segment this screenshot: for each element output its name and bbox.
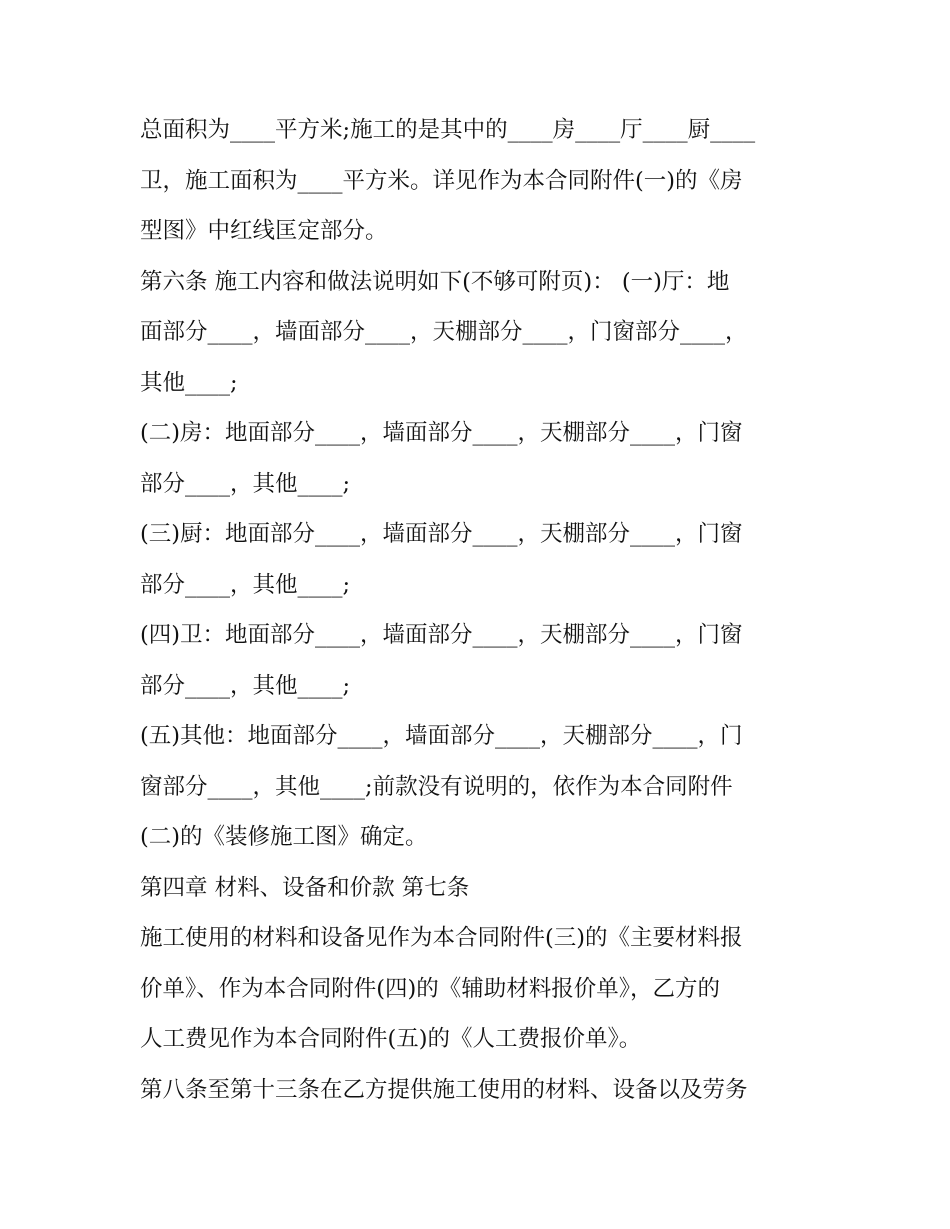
text-line: 价单》、作为本合同附件(四)的《辅助材料报价单》，乙方的	[140, 975, 721, 1002]
text-line: 部分____，其他____;	[140, 571, 351, 598]
text-line: 第八条至第十三条在乙方提供施工使用的材料、设备以及劳务	[140, 1076, 748, 1103]
text-line: 施工使用的材料和设备见作为本合同附件(三)的《主要材料报	[140, 925, 743, 951]
text-line: 型图》中红线匡定部分。	[140, 218, 388, 244]
text-line: 部分____，其他____;	[140, 672, 351, 699]
text-line: 部分____，其他____;	[140, 470, 351, 497]
chapter-4-heading-line: 第四章 材料、设备和价款 第七条	[140, 874, 470, 901]
text-line: 卫，施工面积为____平方米。详见作为本合同附件(一)的《房	[140, 167, 743, 194]
text-line: (五)其他：地面部分____，墙面部分____，天棚部分____，门	[140, 723, 743, 749]
text-line: 面部分____，墙面部分____，天棚部分____，门窗部分____，	[140, 319, 748, 345]
text-line: 窗部分____，其他____;前款没有说明的，依作为本合同附件	[140, 773, 733, 800]
document-body	[140, 105, 820, 1115]
text-line: (四)卫：地面部分____，墙面部分____，天棚部分____，门窗	[140, 622, 743, 648]
text-line: 总面积为____平方米;施工的是其中的____房____厅____厨____	[140, 117, 756, 143]
text-line: 其他____;	[140, 369, 238, 396]
article-6-heading-line: 第六条 施工内容和做法说明如下(不够可附页)： (一)厅：地	[140, 268, 730, 295]
text-line: (三)厨：地面部分____，墙面部分____，天棚部分____，门窗	[140, 521, 743, 547]
text-line: (二)房：地面部分____，墙面部分____，天棚部分____，门窗	[140, 420, 743, 446]
text-line: (二)的《装修施工图》确定。	[140, 824, 428, 850]
text-line: 人工费见作为本合同附件(五)的《人工费报价单》。	[140, 1026, 642, 1052]
